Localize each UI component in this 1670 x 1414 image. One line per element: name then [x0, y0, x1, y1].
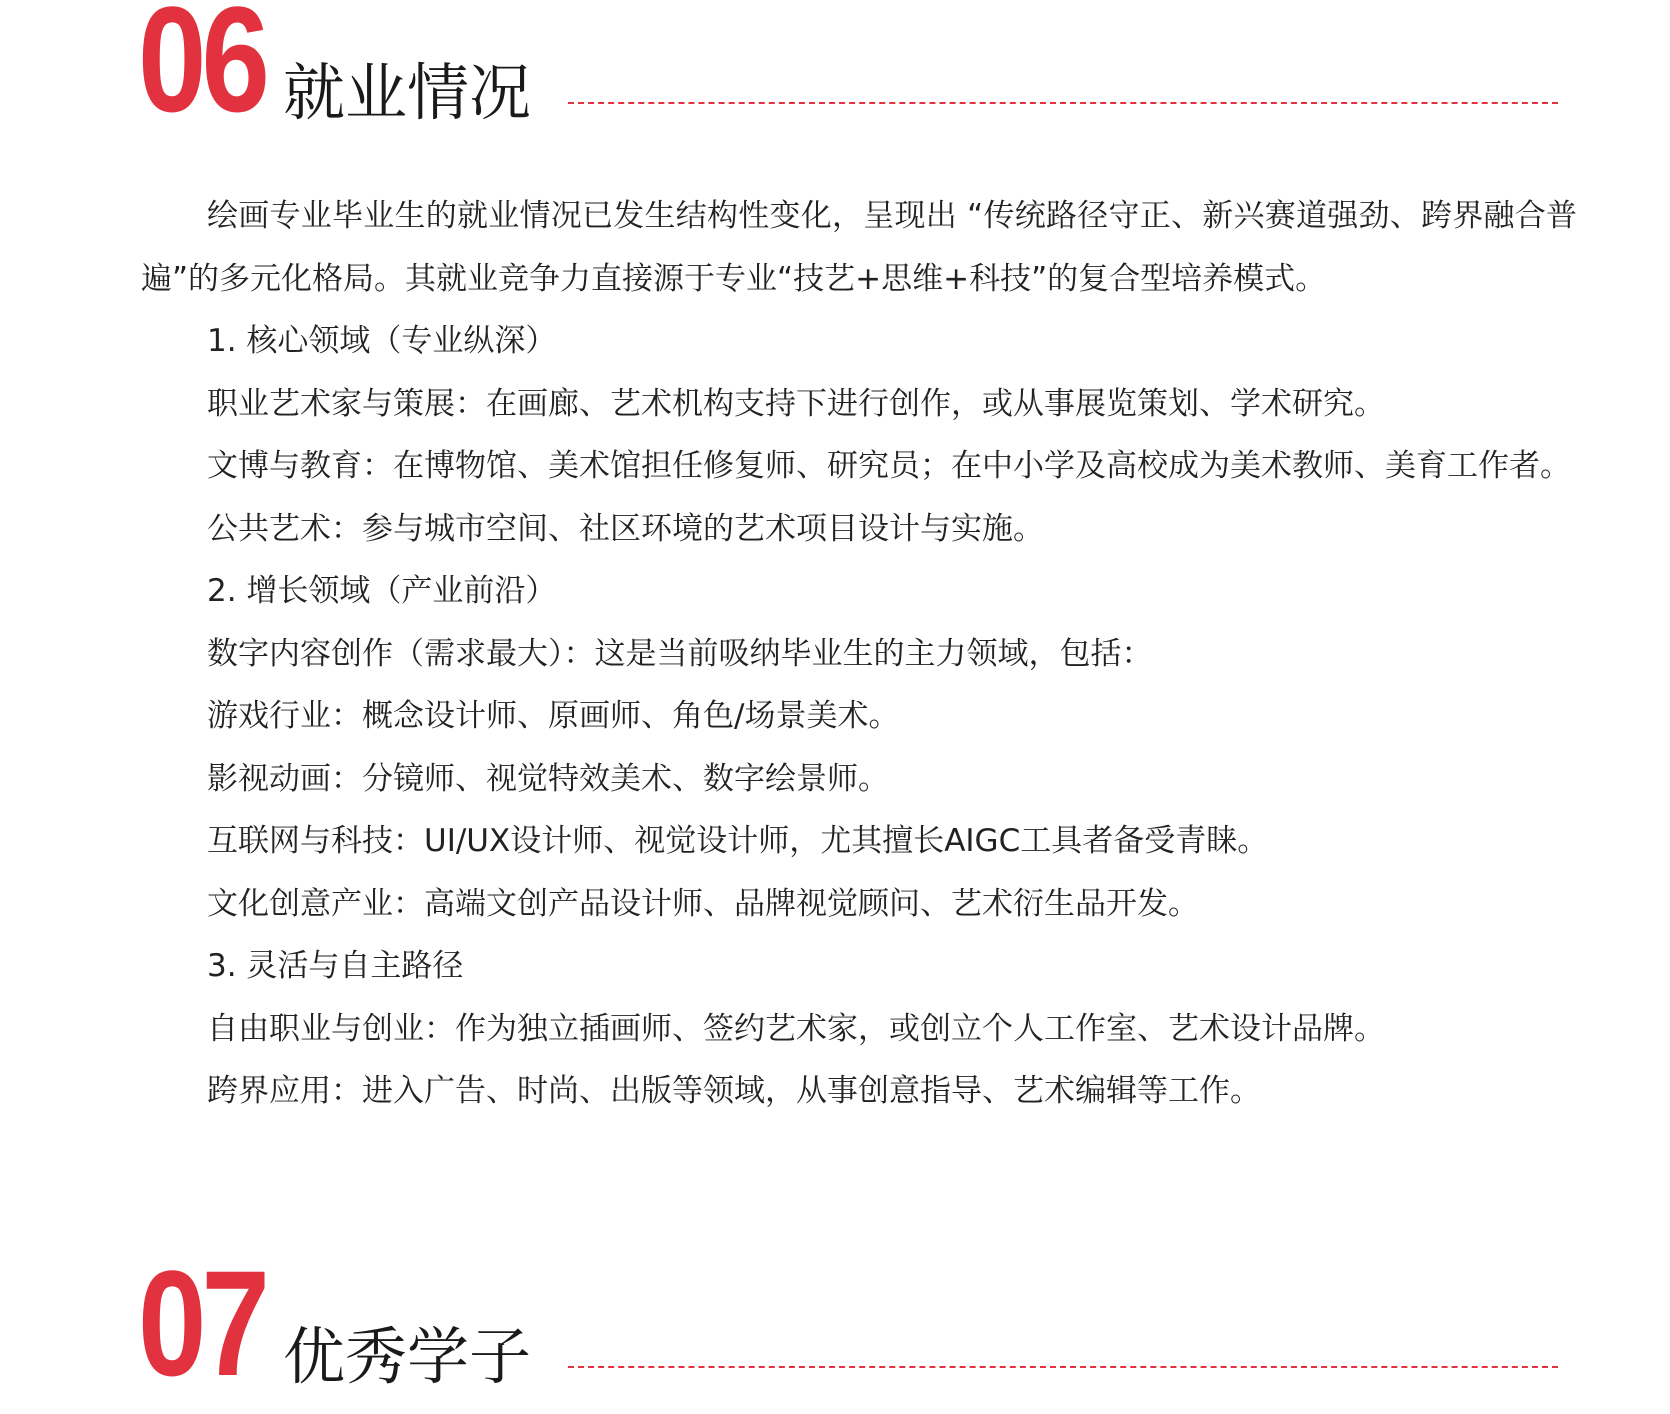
paragraph: 文化创意产业：高端文创产品设计师、品牌视觉顾问、艺术衍生品开发。 [207, 885, 1199, 922]
section-header-employment [138, 0, 1558, 143]
paragraph: 跨界应用：进入广告、时尚、出版等领域，从事创意指导、艺术编辑等工作。 [207, 1073, 1261, 1109]
section-title: 优秀学子 [283, 1320, 532, 1393]
paragraph: 绘画专业毕业生的就业情况已发生结构性变化，呈现出 “传统路径守正、新兴赛道强劲、跨界融合普遍”的多元化格局。其就业竞争力直接源于专业“技艺+思维+科技”的复合型培养模式。 [141, 198, 1577, 297]
paragraph: 职业艺术家与策展：在画廊、艺术机构支持下进行创作，或从事展览策划、学术研究。 [207, 385, 1385, 422]
paragraph: 2. 增长领域（产业前沿） [207, 573, 557, 609]
employment-body [141, 185, 1577, 1123]
section-title: 就业情况 [283, 56, 532, 129]
section-header-students [138, 1239, 1558, 1407]
dashed-divider [568, 1366, 1558, 1368]
section-number: 07 [138, 1239, 265, 1407]
paragraph: 影视动画：分镜师、视觉特效美术、数字绘景师。 [207, 760, 889, 797]
dashed-divider [568, 102, 1558, 104]
paragraph: 3. 灵活与自主路径 [207, 948, 464, 984]
paragraph: 文博与教育：在博物馆、美术馆担任修复师、研究员；在中小学及高校成为美术教师、美育工作者。 [207, 448, 1571, 484]
paragraph: 自由职业与创业：作为独立插画师、签约艺术家，或创立个人工作室、艺术设计品牌。 [207, 1010, 1385, 1047]
paragraph: 互联网与科技：UI/UX设计师、视觉设计师，尤其擅长AIGC工具者备受青睐。 [207, 823, 1269, 859]
paragraph: 数字内容创作（需求最大）：这是当前吸纳毕业生的主力领域，包括： [207, 635, 1153, 672]
section-number: 06 [138, 0, 265, 143]
paragraph: 游戏行业：概念设计师、原画师、角色/场景美术。 [207, 698, 900, 734]
paragraph: 公共艺术：参与城市空间、社区环境的艺术项目设计与实施。 [207, 510, 1044, 547]
paragraph: 1. 核心领域（专业纵深） [207, 323, 557, 359]
